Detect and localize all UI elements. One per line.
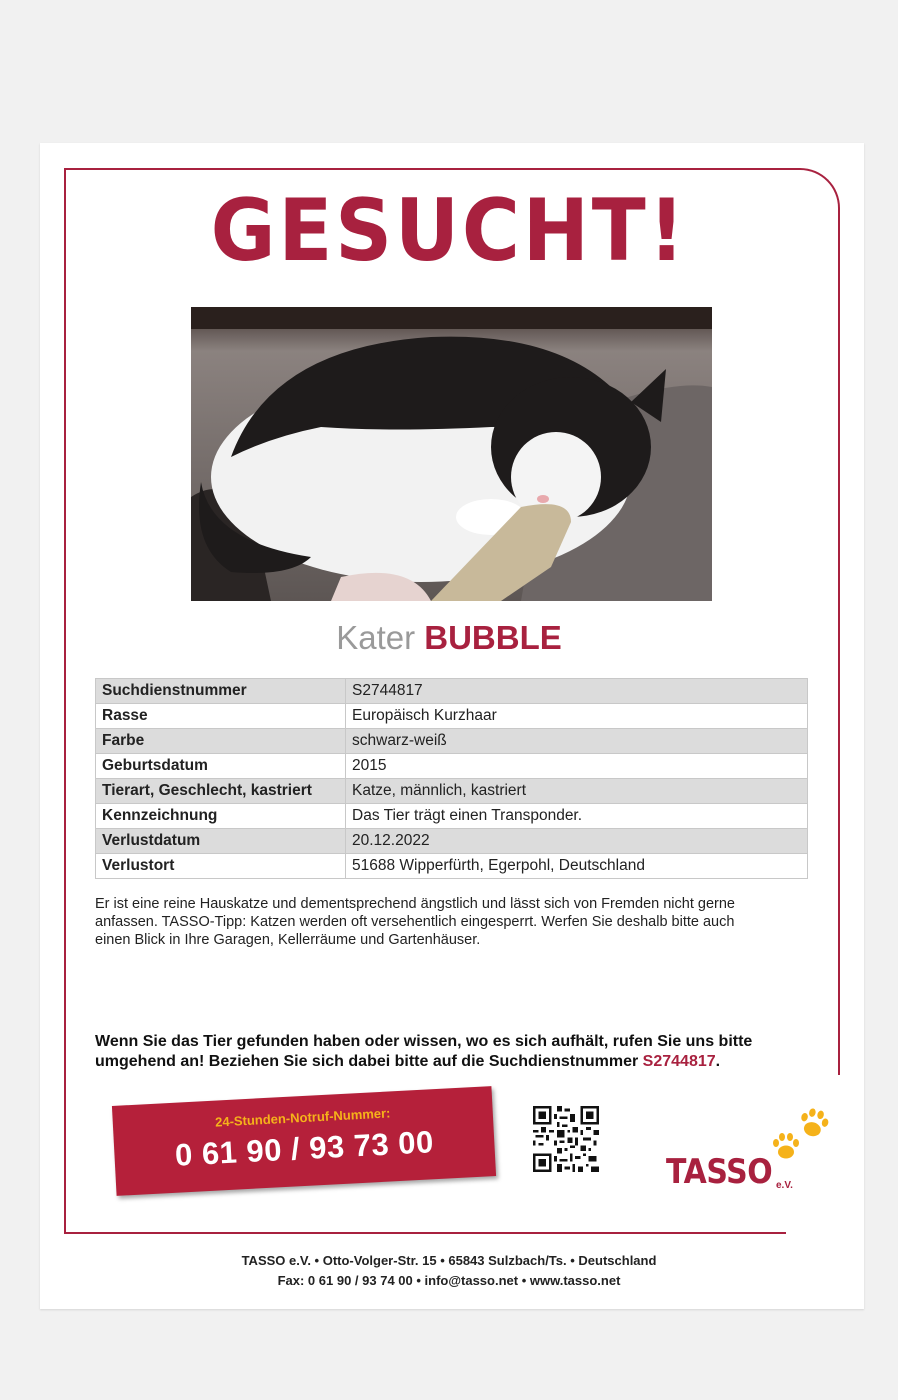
- footer-address: TASSO e.V. • Otto-Volger-Str. 15 • 65843 Sulzbach/Ts. • Deutschland: [241, 1253, 657, 1268]
- row-value: schwarz-weiß: [346, 729, 808, 754]
- row-value: S2744817: [346, 679, 808, 704]
- table-row: [96, 679, 808, 704]
- table-row: [96, 829, 808, 854]
- row-key: Kennzeichnung: [96, 804, 346, 829]
- row-value: Das Tier trägt einen Transponder.: [346, 804, 808, 829]
- row-value: Europäisch Kurzhaar: [346, 704, 808, 729]
- row-key: Tierart, Geschlecht, kastriert: [96, 779, 346, 804]
- row-value: Katze, männlich, kastriert: [346, 779, 808, 804]
- row-value: 20.12.2022: [346, 829, 808, 854]
- cat-photo: [191, 307, 712, 601]
- description: [95, 895, 805, 949]
- call-to-action: [95, 1032, 805, 1072]
- name-main: BUBBLE: [424, 619, 562, 656]
- poster-title: GESUCHT!: [210, 181, 688, 281]
- tasso-logo-suffix: e.V.: [776, 1180, 793, 1191]
- call-line: umgehend an! Beziehen Sie sich dabei bitte auf die Suchdienstnummer S2744817.: [95, 1053, 721, 1070]
- row-key: Geburtsdatum: [96, 754, 346, 779]
- row-key: Rasse: [96, 704, 346, 729]
- table-row: [96, 779, 808, 804]
- table-row: [96, 754, 808, 779]
- row-value: 2015: [346, 754, 808, 779]
- row-key: Farbe: [96, 729, 346, 754]
- info-table: [95, 678, 808, 879]
- description-line: Er ist eine reine Hauskatze und dementsprechend ängstlich und lässt sich von Fremden nicht gerne: [95, 896, 735, 912]
- search-number: S2744817: [642, 1053, 716, 1070]
- table-row: [96, 804, 808, 829]
- poster-frame-bottom: [64, 1232, 786, 1234]
- hotline-label: 24-Stunden-Notruf-Nummer:: [214, 1105, 391, 1130]
- name-prefix: Kater: [336, 619, 416, 656]
- tasso-logo: TASSO: [666, 1152, 773, 1192]
- table-row: [96, 854, 808, 879]
- row-key: Verlustdatum: [96, 829, 346, 854]
- row-key: Verlustort: [96, 854, 346, 879]
- description-line: anfassen. TASSO-Tipp: Katzen werden oft versehentlich eingesperrt. Werfen Sie deshalb bitte auch: [95, 914, 735, 930]
- cat-name: [0, 621, 898, 654]
- row-value: 51688 Wipperfürth, Egerpohl, Deutschland: [346, 854, 808, 879]
- description-line: einen Blick in Ihre Garagen, Kellerräume und Gartenhäuser.: [95, 932, 481, 948]
- row-key: Suchdienstnummer: [96, 679, 346, 704]
- hotline-number[interactable]: 0 61 90 / 93 73 00: [174, 1124, 435, 1173]
- table-row: [96, 704, 808, 729]
- footer-contact: Fax: 0 61 90 / 93 74 00 • info@tasso.net • www.tasso.net: [277, 1273, 621, 1288]
- table-row: [96, 729, 808, 754]
- qr-code[interactable]: [533, 1106, 599, 1172]
- call-line: Wenn Sie das Tier gefunden haben oder wissen, wo es sich aufhält, rufen Sie uns bitte: [95, 1033, 753, 1050]
- paw-icon: [797, 1106, 831, 1140]
